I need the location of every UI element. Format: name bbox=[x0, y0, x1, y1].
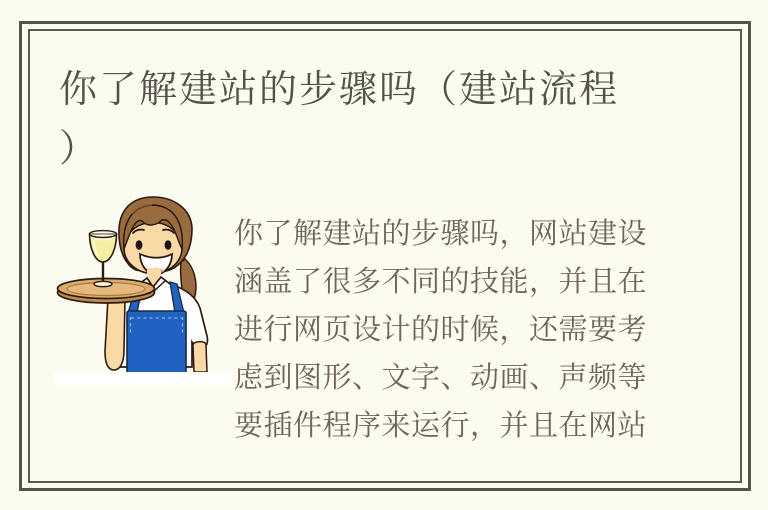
article-card-outer-border bbox=[19, 21, 751, 491]
article-card-inner-border bbox=[28, 29, 742, 483]
waitress-illustration-svg bbox=[53, 187, 249, 387]
article-title bbox=[59, 61, 709, 179]
hanging-arm bbox=[193, 342, 207, 372]
body-line: 进行网页设计的时候，还需要考 bbox=[234, 314, 648, 346]
body-line: 虑到图形、文字、动画、声频等 bbox=[234, 362, 648, 394]
glass-base bbox=[94, 281, 112, 286]
right-eye bbox=[165, 240, 172, 250]
article-title-line-1: 你了解建站的步骤吗（建站流程 bbox=[59, 69, 620, 111]
glass-rim bbox=[89, 231, 116, 238]
image-bottom-white-band bbox=[55, 372, 233, 386]
article-body bbox=[234, 210, 650, 450]
tray-arm bbox=[105, 298, 125, 370]
left-eye bbox=[136, 240, 143, 250]
body-line: 你了解建站的步骤吗，网站建设 bbox=[234, 218, 648, 250]
apron-bib bbox=[127, 311, 186, 373]
body-line: 涵盖了很多不同的技能，并且在 bbox=[234, 266, 648, 298]
waitress-illustration bbox=[53, 187, 249, 387]
body-line: 要插件程序来运行，并且在网站 bbox=[234, 410, 648, 442]
article-title-line-2: ） bbox=[59, 128, 100, 170]
